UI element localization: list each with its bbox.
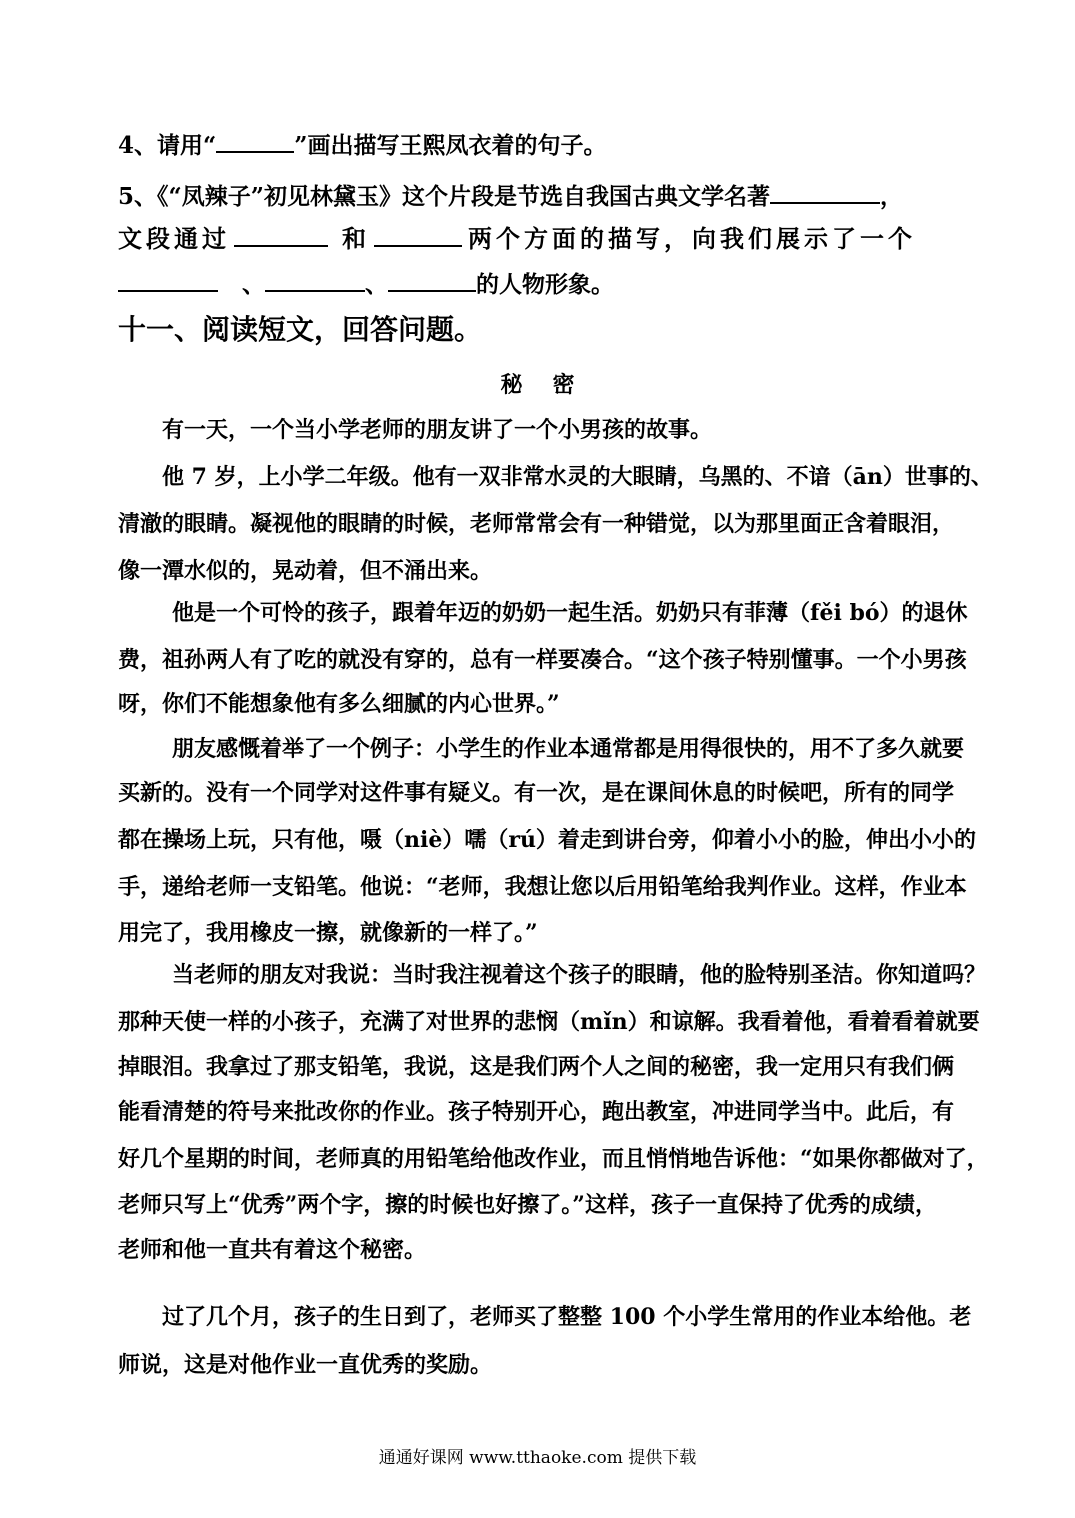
passage-line: 清澈的眼睛。凝视他的眼睛的时候，老师常常会有一种错觉，以为那里面正含着眼泪， (118, 511, 955, 537)
passage-line: 买新的。没有一个同学对这件事有疑义。有一次，是在课间休息的时候吧，所有的同学 (118, 780, 955, 806)
answer-blank-trait-1[interactable] (118, 270, 218, 292)
question-5-line-1 (118, 182, 903, 212)
passage-line: 掉眼泪。我拿过了那支铅笔，我说，这是我们两个人之间的秘密，我一定用只有我们俩 (118, 1054, 955, 1080)
page-footer: 通通好课网 www.tthaoke.com 提供下载 (378, 1448, 697, 1468)
answer-blank-book[interactable] (770, 182, 880, 204)
question-5-text: 5、《“凤辣子”初见林黛玉》这个片段是节选自我国古典文学名著 (118, 183, 770, 210)
passage-line: 好几个星期的时间，老师真的用铅笔给他改作业，而且悄悄地告诉他：“如果你都做对了， (118, 1146, 989, 1172)
passage-line: 用完了，我用橡皮一擦，就像新的一样了。” (118, 920, 538, 946)
section-heading: 十一、阅读短文，回答问题。 (118, 313, 483, 346)
question-5-text-c: 两个方面的描写，向我们展示了一个 (468, 224, 916, 253)
answer-blank-trait-2[interactable] (265, 270, 365, 292)
passage-line: 老师只写上“优秀”两个字，擦的时候也好擦了。”这样，孩子一直保持了优秀的成绩， (118, 1192, 937, 1218)
answer-blank-aspect-1[interactable] (234, 225, 328, 247)
passage-line: 当老师的朋友对我说：当时我注视着这个孩子的眼睛，他的脸特别圣洁。你知道吗？ (172, 962, 987, 988)
passage-line: 呀，你们不能想象他有多么细腻的内心世界。” (118, 691, 560, 717)
passage-line: 手，递给老师一支铅笔。他说：“老师，我想让您以后用铅笔给我判作业。这样，作业本 (118, 874, 967, 900)
passage-line: 费，祖孙两人有了吃的就没有穿的，总有一样要凑合。“这个孩子特别懂事。一个小男孩 (118, 647, 967, 673)
question-5-line-3 (118, 270, 614, 300)
passage-line: 那种天使一样的小孩子，充满了对世界的悲悯（mǐn）和谅解。我看着他，看着看着就要 (118, 1009, 980, 1035)
passage-line: 师说，这是对他作业一直优秀的奖励。 (118, 1352, 493, 1378)
separator: 、 (365, 271, 388, 298)
passage-line: 他 7 岁，上小学二年级。他有一双非常水灵的大眼睛，乌黑的、不谙（ān）世事的、 (162, 464, 993, 490)
passage-line: 过了几个月，孩子的生日到了，老师买了整整 100 个小学生常用的作业本给他。老 (162, 1304, 972, 1330)
passage-line: 能看清楚的符号来批改你的作业。孩子特别开心，跑出教室，冲进同学当中。此后，有 (118, 1099, 955, 1125)
question-4-suffix: ”画出描写王熙凤衣着的句子。 (294, 132, 607, 159)
question-4 (118, 131, 606, 161)
answer-blank[interactable] (216, 131, 294, 153)
question-5-line-2 (118, 224, 916, 254)
passage-line: 他是一个可怜的孩子，跟着年迈的奶奶一起生活。奶奶只有菲薄（fěi bó）的退休 (172, 600, 968, 626)
answer-blank-trait-3[interactable] (388, 270, 476, 292)
question-5-ending: 的人物形象。 (476, 271, 614, 298)
separator: 、 (242, 271, 265, 298)
question-5-text-a: 文段通过 (118, 224, 230, 253)
question-5-text-b: 和 (342, 224, 370, 253)
passage-line: 都在操场上玩，只有他，嗫（niè）嚅（rú）着走到讲台旁，仰着小小的脸，伸出小小的 (118, 827, 976, 853)
passage-line: 像一潭水似的，晃动着，但不涌出来。 (118, 558, 493, 584)
passage-line: 老师和他一直共有着这个秘密。 (118, 1237, 427, 1263)
punctuation: ， (879, 183, 903, 210)
passage-line: 朋友感慨着举了一个例子：小学生的作业本通常都是用得很快的，用不了多久就要 (172, 736, 965, 762)
question-4-prefix: 4、请用“ (118, 132, 217, 159)
passage-title: 秘密 (500, 372, 605, 398)
answer-blank-aspect-2[interactable] (374, 225, 462, 247)
passage-line: 有一天，一个当小学老师的朋友讲了一个小男孩的故事。 (162, 417, 713, 443)
